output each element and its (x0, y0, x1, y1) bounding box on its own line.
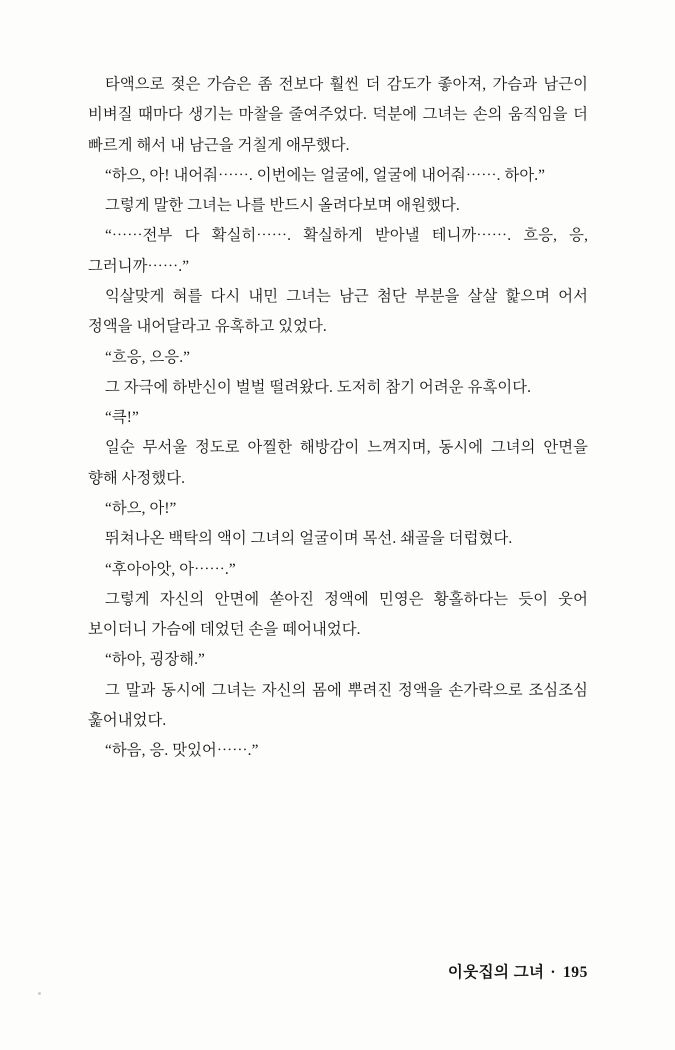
paragraph: “하음, 응. 맛있어⋯⋯.” (105, 742, 259, 760)
paragraph: “큭!” (105, 409, 139, 427)
paragraph: 그렇게 말한 그녀는 나를 반드시 올려다보며 애원했다. (105, 197, 460, 215)
paragraph: “흐응, 으응.” (105, 348, 191, 366)
running-title: 이웃집의 그녀 (447, 964, 545, 981)
page-number: 195 (562, 964, 588, 981)
paragraph: 뛰쳐나온 백탁의 액이 그녀의 얼굴이며 목선. 쇄골을 더럽혔다. (105, 530, 513, 548)
paragraph: 타액으로 젖은 가슴은 좀 전보다 훨씬 더 감도가 좋아져, 가슴과 남근이 비벼질 때마다 생기는 마찰을 줄여주었다. 덕분에 그녀는 손의 움직임을 더 빠르게 해서 내 남근을 거칠게 애무했다. (88, 76, 588, 154)
footer-separator: · (550, 964, 556, 981)
paragraph: “⋯⋯전부 다 확실히⋯⋯. 확실하게 받아낼 테니까⋯⋯. 흐응, 응, 그러니까⋯⋯.” (88, 227, 588, 275)
paragraph: “하으, 아! 내어줘⋯⋯. 이번에는 얼굴에, 얼굴에 내어줘⋯⋯. 하아.” (105, 166, 546, 184)
paragraph: 익살맞게 혀를 다시 내민 그녀는 남근 첨단 부분을 살살 핥으며 어서 정액을 내어달라고 유혹하고 있었다. (88, 287, 588, 336)
paragraph: 그렇게 자신의 안면에 쏟아진 정액에 민영은 황홀하다는 듯이 웃어 보이더니 가슴에 데었던 손을 떼어내었다. (88, 590, 588, 639)
page-footer (88, 960, 588, 982)
paper-speck (38, 992, 41, 995)
paragraph: 그 자극에 하반신이 벌벌 떨려왔다. 도저히 참기 어려운 유혹이다. (105, 378, 532, 396)
paragraph: 그 말과 동시에 그녀는 자신의 몸에 뿌려진 정액을 손가락으로 조심조심 훑어내었다. (88, 681, 588, 729)
paragraph: “하으, 아!” (105, 499, 177, 517)
paragraph: “하아, 굉장해.” (105, 651, 205, 669)
paragraph: “후아아앗, 아⋯⋯.” (105, 560, 236, 578)
paragraph: 일순 무서울 정도로 아찔한 해방감이 느껴지며, 동시에 그녀의 안면을 향해 사정했다. (88, 439, 588, 487)
page-body-text (88, 70, 588, 766)
